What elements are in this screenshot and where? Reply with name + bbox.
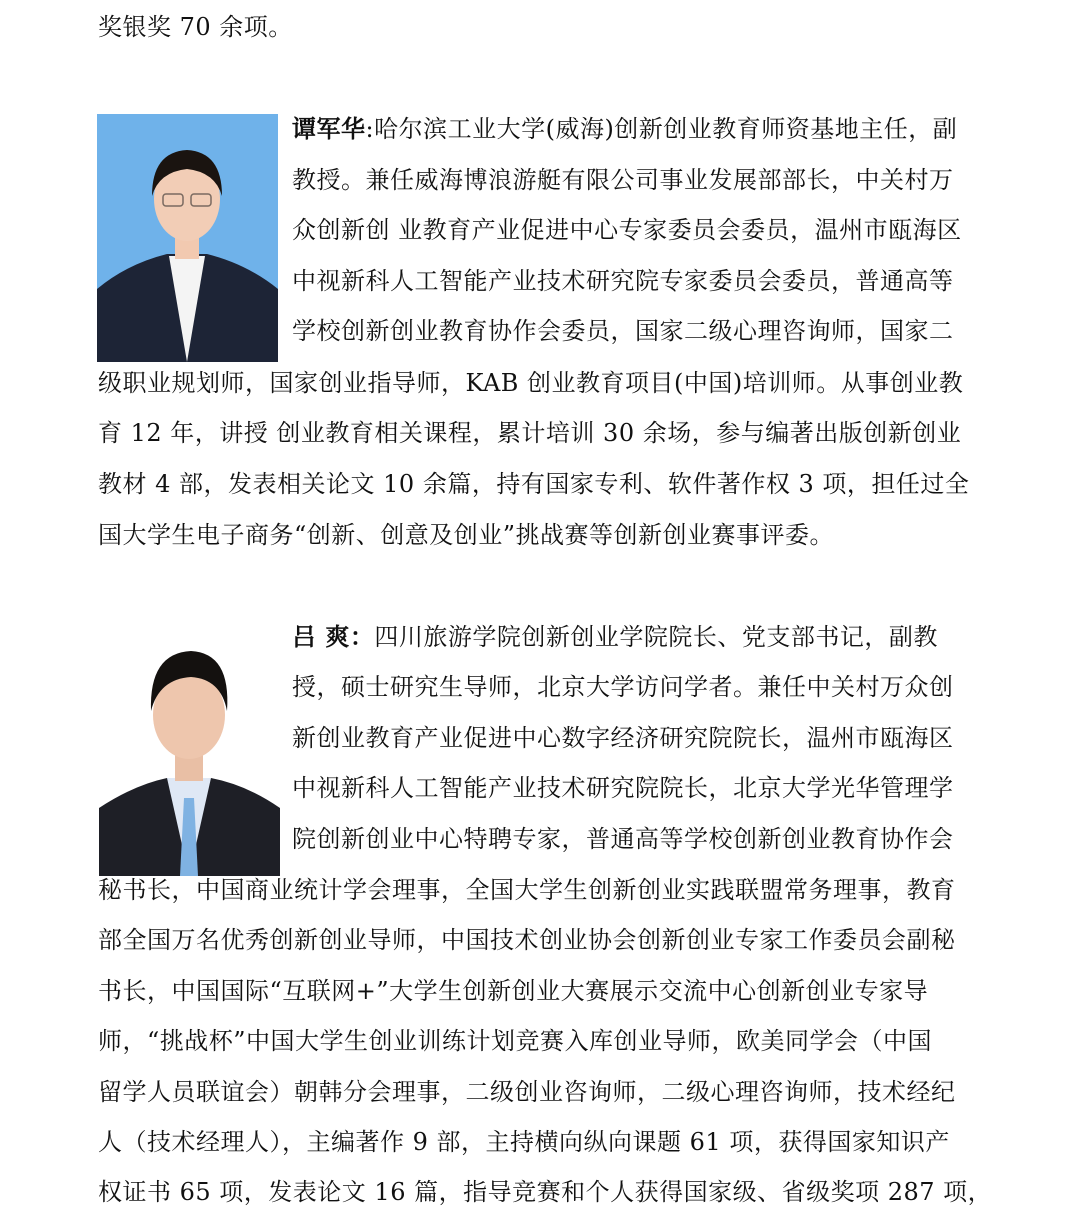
portrait-photo bbox=[97, 114, 278, 362]
paragraph-line: 教授。兼任威海博浪游艇有限公司事业发展部部长，中关村万 bbox=[292, 166, 954, 194]
paragraph-line: 人（技术经理人），主编著作 9 部，主持横向纵向课题 61 项，获得国家知识产 bbox=[98, 1128, 950, 1156]
paragraph-line: 中视新科人工智能产业技术研究院院长，北京大学光华管理学 bbox=[292, 774, 954, 802]
person-silhouette-icon bbox=[97, 114, 278, 362]
paragraph-line: 吕 爽：四川旅游学院创新创业学院院长、党支部书记，副教 bbox=[292, 622, 938, 651]
paragraph-line: 级职业规划师，国家创业指导师，KAB 创业教育项目(中国)培训师。从事创业教 bbox=[98, 369, 964, 397]
paragraph-line: 育 12 年，讲授 创业教育相关课程，累计培训 30 余场，参与编著出版创新创业 bbox=[98, 419, 962, 447]
person-name: 谭军华 bbox=[292, 114, 366, 143]
paragraph-line: 中视新科人工智能产业技术研究院专家委员会委员，普通高等 bbox=[292, 267, 954, 295]
paragraph-line: 师，“挑战杯”中国大学生创业训练计划竞赛入库创业导师，欧美同学会（中国 bbox=[98, 1027, 933, 1055]
person-name: 吕 爽： bbox=[292, 622, 375, 651]
paragraph-line: 权证书 65 项，发表论文 16 篇，指导竞赛和个人获得国家级、省级奖项 287 项， bbox=[98, 1178, 993, 1206]
portrait-photo bbox=[99, 633, 280, 876]
paragraph-line: 国大学生电子商务“创新、创意及创业”挑战赛等创新创业赛事评委。 bbox=[98, 521, 835, 549]
paragraph-line: 院创新创业中心特聘专家，普通高等学校创新创业教育协作会 bbox=[292, 825, 954, 853]
paragraph-line: 谭军华:哈尔滨工业大学(威海)创新创业教育师资基地主任，副 bbox=[292, 114, 958, 143]
paragraph-line: 留学人员联谊会）朝韩分会理事，二级创业咨询师，二级心理咨询师，技术经纪 bbox=[98, 1078, 956, 1106]
paragraph-line: 授，硕士研究生导师，北京大学访问学者。兼任中关村万众创 bbox=[292, 673, 954, 701]
paragraph-line: 书长，中国国际“互联网+”大学生创新创业大赛展示交流中心创新创业专家导 bbox=[98, 977, 929, 1005]
paragraph-line: 部全国万名优秀创新创业导师，中国技术创业协会创新创业专家工作委员会副秘 bbox=[98, 926, 956, 954]
person-silhouette-icon bbox=[99, 633, 280, 876]
paragraph-line: 奖银奖 70 余项。 bbox=[98, 13, 293, 41]
paragraph-line: 教材 4 部，发表相关论文 10 余篇，持有国家专利、软件著作权 3 项，担任过全 bbox=[98, 470, 970, 498]
paragraph-line: 秘书长，中国商业统计学会理事，全国大学生创新创业实践联盟常务理事，教育 bbox=[98, 876, 956, 904]
paragraph-line: 学校创新创业教育协作会委员，国家二级心理咨询师，国家二 bbox=[292, 317, 954, 345]
paragraph-line: 新创业教育产业促进中心数字经济研究院院长，温州市瓯海区 bbox=[292, 724, 954, 752]
paragraph-line: 众创新创 业教育产业促进中心专家委员会委员，温州市瓯海区 bbox=[292, 216, 962, 244]
